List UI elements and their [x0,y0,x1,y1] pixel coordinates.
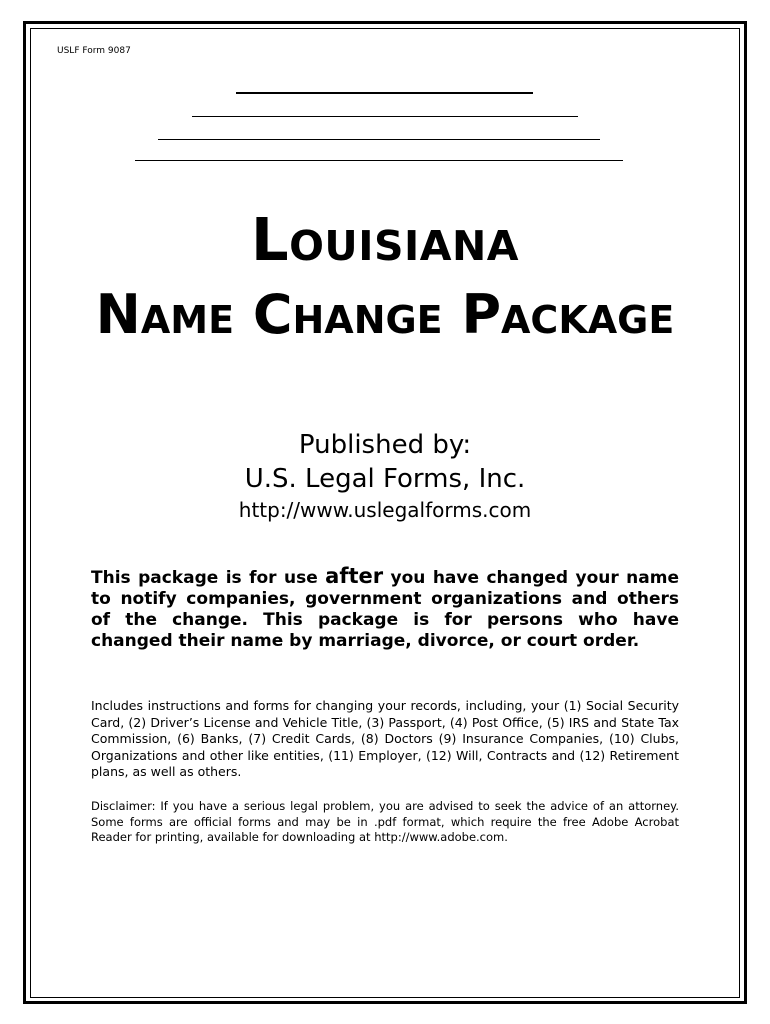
intro-emphasis: after [325,564,384,588]
disclaimer-paragraph: Disclaimer: If you have a serious legal problem, you are advised to seek the advice of an attorney. Some forms are official forms and may be in .pdf format, which require the free Adobe Acrobat Reader for printing, available for downloading at http://www.adobe.com. [91,799,679,844]
published-by-label: Published by: [298,430,472,460]
signature-line-3 [158,139,600,140]
includes-paragraph: Includes instructions and forms for changing your records, including, your (1) Social Security Card, (2) Driver’s License and Vehicle Title, (3) Passport, (4) Post Office, (5) IRS and State Tax Commission, (6) Banks, (7) Credit Cards, (8) Doctors (9) Insurance Companies, (10) Clubs, Organizations and other like entities, (11) Employer, (12) Will, Contracts and (12) Retirement plans, as well as others. [91,698,679,779]
title-package: Name Change Package [95,283,675,346]
publisher-name: U.S. Legal Forms, Inc. [244,464,526,494]
intro-part-1: This package is for use [91,568,326,588]
intro-paragraph [91,566,679,652]
publisher-url-link[interactable]: http://www.uslegalforms.com [238,498,532,522]
title-state: Louisiana [250,205,520,274]
form-id: USLF Form 9087 [57,46,131,56]
signature-line-4 [135,160,623,161]
signature-line-1 [236,92,533,94]
signature-line-2 [192,116,578,117]
intro-part-2: you have changed your name to notify companies, government organizations and others of the change. This package is for persons who have changed their name by marriage, divorce, or court order. [91,568,679,651]
